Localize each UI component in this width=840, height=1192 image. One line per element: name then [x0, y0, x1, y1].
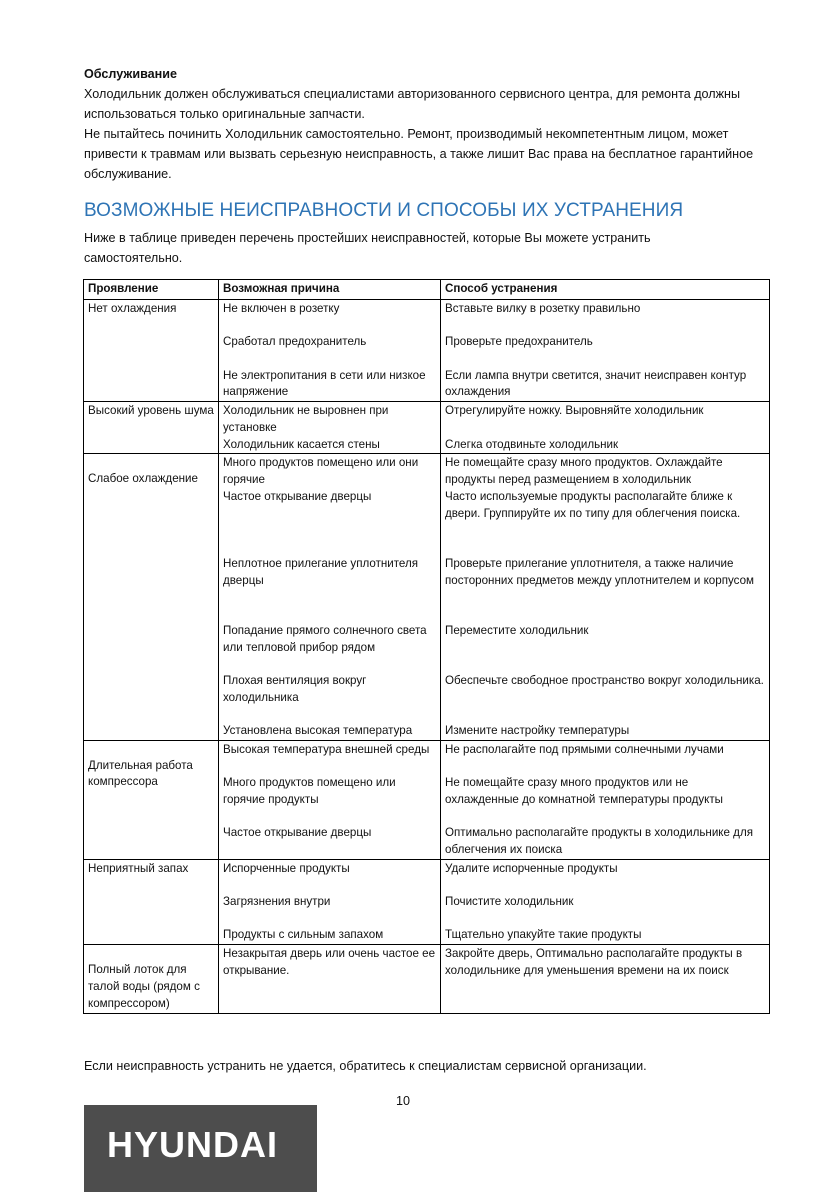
cause-item: Испорченные продукты: [223, 861, 350, 875]
cause-item: Холодильник касается стены: [223, 437, 380, 451]
header-symptom: Проявление: [84, 280, 219, 300]
remedy-item: Не располагайте под прямыми солнечными лучами: [445, 742, 724, 756]
remedy-item: Не помещайте сразу много продуктов или не охлажденные до комнатной температуры продукты: [445, 775, 724, 806]
service-paragraph-1: Холодильник должен обслуживаться специалистами авторизованного сервисного центра, для ремонта должны использоваться только оригинальные запчасти.: [84, 87, 741, 121]
remedy-item: Проверьте предохранитель: [445, 335, 593, 349]
cause-cell: [219, 402, 441, 454]
remedy-cell: [441, 454, 770, 740]
cause-item: Плохая вентиляция вокруг холодильника: [223, 673, 367, 704]
remedy-cell: [441, 945, 770, 1013]
troubleshooting-table: [83, 279, 770, 1014]
remedy-cell: [441, 740, 770, 859]
remedy-item: Почистите холодильник: [445, 894, 574, 908]
table-row: [84, 299, 770, 401]
remedy-item: Слегка отодвиньте холодильник: [445, 437, 619, 451]
remedy-item: Закройте дверь, Оптимально располагайте продукты в холодильнике для уменьшения времени на их поиск: [445, 947, 743, 977]
remedy-item: Вставьте вилку в розетку правильно: [445, 301, 641, 315]
cause-item: Загрязнения внутри: [223, 894, 331, 908]
remedy-item: Часто используемые продукты располагайте ближе к двери. Группируйте их по типу для облегчения поиска.: [445, 489, 741, 520]
remedy-item: Оптимально располагайте продукты в холодильнике для облегчения их поиска: [445, 825, 753, 856]
cause-item: Незакрытая дверь или очень частое ее открывание.: [223, 947, 436, 977]
table-row: [84, 454, 770, 740]
table-row: [84, 740, 770, 859]
table-row: [84, 945, 770, 1013]
remedy-cell: [441, 402, 770, 454]
symptom-cell: Длительная работа компрессора: [84, 740, 219, 859]
cause-item: Продукты с сильным запахом: [223, 928, 384, 942]
cause-item: Установлена высокая температура: [223, 723, 413, 737]
symptom-cell: Неприятный запах: [84, 859, 219, 945]
brand-logo: HYUNDAI: [107, 1124, 279, 1165]
service-section: [84, 64, 764, 184]
cause-item: Частое открывание дверцы: [223, 825, 372, 839]
remedy-cell: [441, 859, 770, 945]
header-cause: Возможная причина: [219, 280, 441, 300]
cause-item: Не электропитания в сети или низкое напряжение: [223, 368, 426, 399]
cause-item: Неплотное прилегание уплотнителя дверцы: [223, 556, 419, 587]
cause-cell: [219, 740, 441, 859]
service-paragraph-2: Не пытайтесь починить Холодильник самостоятельно. Ремонт, производимый некомпетентным лицом, может привести к травмам или вызвать серьезную неисправность, а также лишит Вас права на бесплатное гарантийное обслуживание.: [84, 127, 754, 181]
symptom-cell: Высокий уровень шума: [84, 402, 219, 454]
cause-item: Много продуктов помещено или они горячие: [223, 456, 419, 487]
remedy-item: Удалите испорченные продукты: [445, 861, 618, 875]
remedy-item: Проверьте прилегание уплотнителя, а также наличие посторонних предметов между уплотнителем и корпусом: [445, 556, 754, 587]
cause-item: Высокая температура внешней среды: [223, 742, 430, 756]
table-header-row: [84, 280, 770, 300]
cause-item: Холодильник не выровнен при установке: [223, 404, 389, 434]
remedy-item: Измените настройку температуры: [445, 723, 630, 737]
remedy-item: Не помещайте сразу много продуктов. Охлаждайте продукты перед размещением в холодильник: [445, 456, 723, 487]
symptom-cell: Нет охлаждения: [84, 299, 219, 401]
remedy-item: Переместите холодильник: [445, 623, 589, 637]
cause-item: Много продуктов помещено или горячие продукты: [223, 775, 396, 806]
footer-note: Если неисправность устранить не удается, обратитесь к специалистам сервисной организации.: [84, 1059, 647, 1073]
remedy-item: Если лампа внутри светится, значит неисправен контур охлаждения: [445, 368, 747, 399]
page-number: 10: [396, 1094, 411, 1108]
remedy-item: Отрегулируйте ножку. Выровняйте холодильник: [445, 404, 704, 418]
cause-cell: [219, 859, 441, 945]
cause-cell: [219, 299, 441, 401]
cause-cell: [219, 945, 441, 1013]
cause-item: Сработал предохранитель: [223, 335, 367, 349]
cause-item: Частое открывание дверцы: [223, 489, 372, 503]
intro-text: Ниже в таблице приведен перечень простейших неисправностей, которые Вы можете устранить самостоятельно.: [84, 231, 651, 265]
header-remedy: Способ устранения: [441, 280, 770, 300]
symptom-cell: Полный лоток для талой воды (рядом с компрессором): [84, 945, 219, 1013]
remedy-cell: [441, 299, 770, 401]
remedy-item: Обеспечьте свободное пространство вокруг холодильника.: [445, 673, 764, 687]
cause-item: Не включен в розетку: [223, 301, 340, 315]
remedy-item: Тщательно упакуйте такие продукты: [445, 928, 642, 942]
table-row: [84, 859, 770, 945]
cause-cell: [219, 454, 441, 740]
service-heading: Обслуживание: [84, 67, 178, 81]
cause-item: Попадание прямого солнечного света или тепловой прибор рядом: [223, 623, 427, 654]
symptom-cell: Слабое охлаждение: [84, 454, 219, 740]
section-title: ВОЗМОЖНЫЕ НЕИСПРАВНОСТИ И СПОСОБЫ ИХ УСТРАНЕНИЯ: [84, 200, 684, 221]
table-row: [84, 402, 770, 454]
